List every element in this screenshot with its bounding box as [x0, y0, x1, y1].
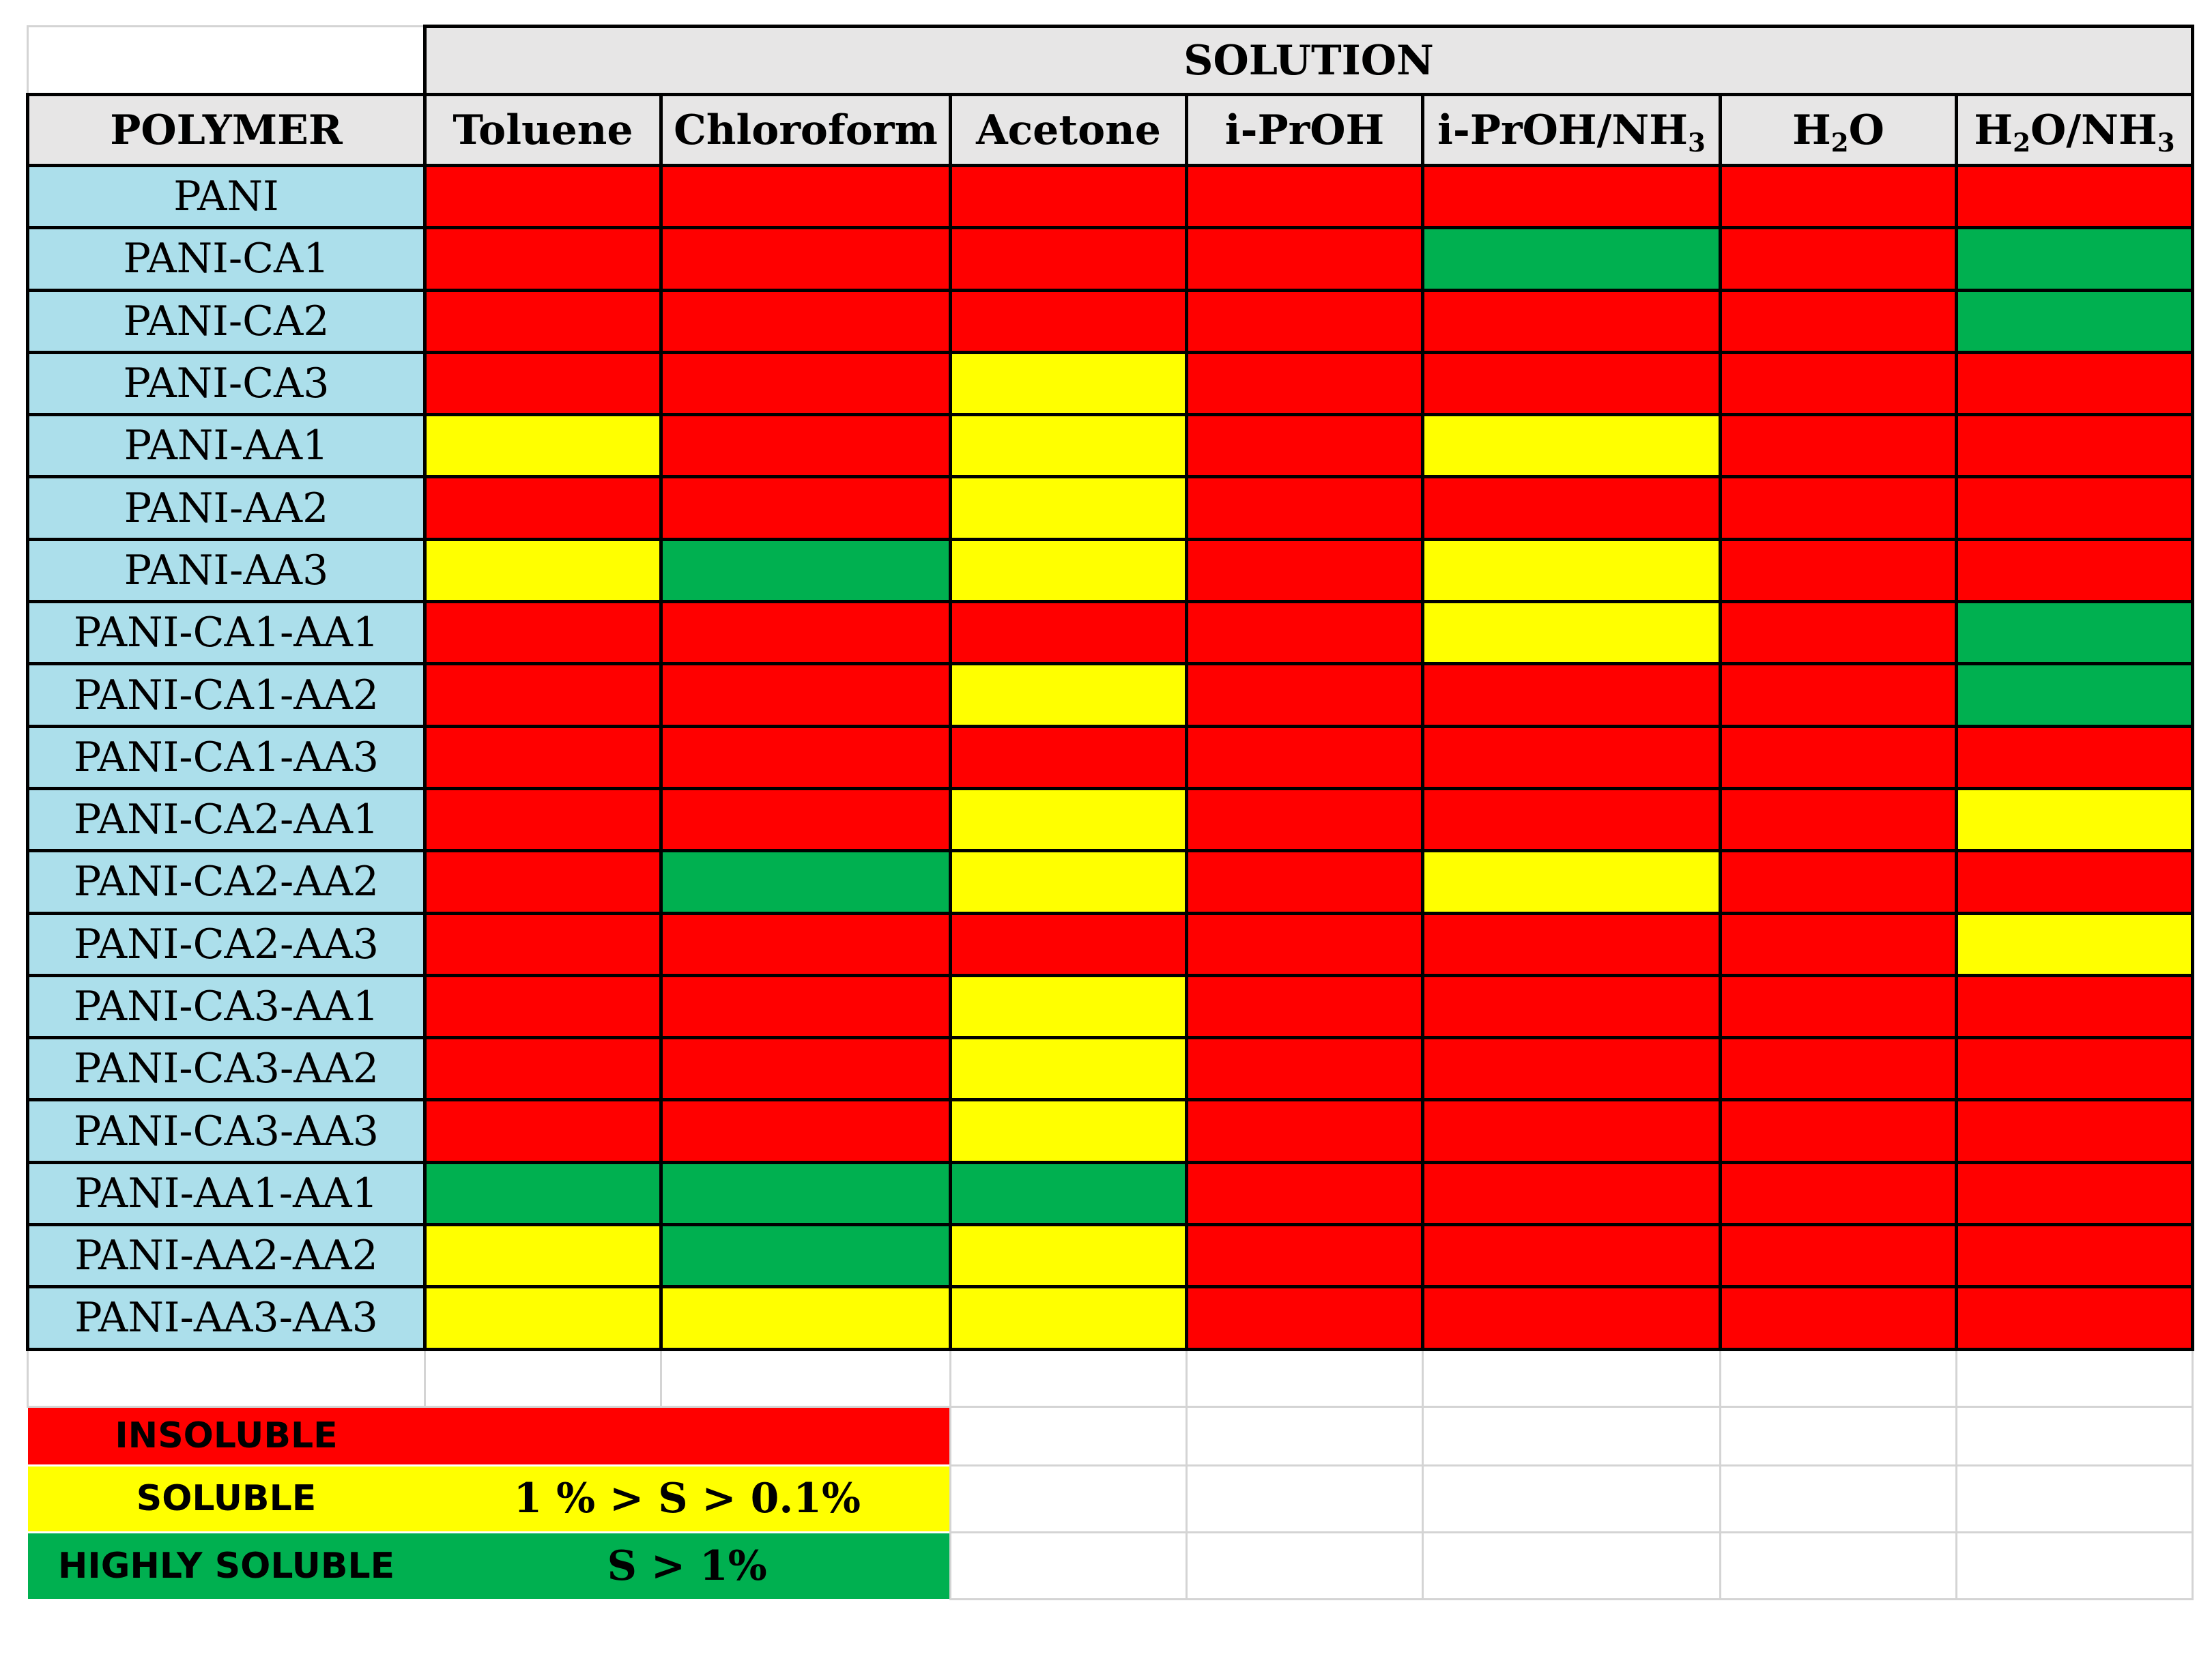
insoluble-cell	[1957, 539, 2193, 601]
empty-grid-cell	[1721, 1532, 1957, 1599]
insoluble-cell	[661, 1100, 951, 1162]
insoluble-cell	[1957, 1162, 2193, 1224]
empty-grid-cell	[425, 1349, 661, 1406]
empty-grid-cell	[1187, 1406, 1423, 1465]
table-row	[28, 228, 2193, 290]
insoluble-cell	[951, 228, 1187, 290]
highly-soluble-cell	[1957, 290, 2193, 352]
insoluble-cell	[1721, 539, 1957, 601]
empty-grid-cell	[1423, 1465, 1721, 1532]
polymer-name: PANI-CA2-AA2	[28, 851, 425, 913]
solvent-name: Chloroform	[674, 106, 938, 154]
empty-grid-cell	[951, 1406, 1187, 1465]
highly-soluble-cell	[425, 1162, 661, 1224]
table-row	[28, 352, 2193, 414]
insoluble-cell	[1721, 1225, 1957, 1287]
highly-soluble-cell	[1423, 228, 1721, 290]
empty-grid-cell	[1721, 1406, 1957, 1465]
solution-group-header: SOLUTION	[425, 27, 2193, 95]
insoluble-cell	[425, 726, 661, 788]
solvent-header	[1957, 95, 2193, 166]
empty-grid-cell	[28, 1349, 425, 1406]
table-row	[28, 539, 2193, 601]
insoluble-cell	[425, 1038, 661, 1100]
insoluble-cell	[1721, 1162, 1957, 1224]
insoluble-cell	[661, 664, 951, 726]
polymer-name: PANI-CA3-AA3	[28, 1100, 425, 1162]
empty-grid-cell	[1721, 1349, 1957, 1406]
soluble-cell	[951, 1225, 1187, 1287]
empty-grid-cell	[661, 1349, 951, 1406]
insoluble-cell	[425, 602, 661, 664]
solvent-name: Acetone	[976, 106, 1161, 154]
insoluble-cell	[425, 913, 661, 975]
polymer-name: PANI-CA3-AA2	[28, 1038, 425, 1100]
insoluble-cell	[1721, 228, 1957, 290]
table-row	[28, 913, 2193, 975]
empty-grid-cell	[1721, 1465, 1957, 1532]
soluble-cell	[951, 477, 1187, 539]
insoluble-cell	[1423, 975, 1721, 1037]
solvent-header	[1721, 95, 1957, 166]
polymer-name: PANI-CA1-AA1	[28, 602, 425, 664]
soluble-cell	[661, 1287, 951, 1349]
solvent-header	[1423, 95, 1721, 166]
polymer-name: PANI-CA1-AA3	[28, 726, 425, 788]
insoluble-cell	[1423, 352, 1721, 414]
polymer-name: PANI-AA1	[28, 415, 425, 477]
empty-grid-cell	[951, 1349, 1187, 1406]
highly-soluble-cell	[1957, 228, 2193, 290]
legend-soluble	[28, 1465, 2193, 1532]
empty-grid-cell	[1187, 1349, 1423, 1406]
table-row	[28, 166, 2193, 228]
polymer-column-header: POLYMER	[28, 95, 425, 166]
solvent-subscript: 3	[2157, 127, 2175, 158]
polymer-name: PANI-AA3-AA3	[28, 1287, 425, 1349]
table-row	[28, 477, 2193, 539]
insoluble-cell	[1721, 788, 1957, 850]
soluble-cell	[951, 539, 1187, 601]
soluble-cell	[951, 1038, 1187, 1100]
polymer-name: PANI-AA2	[28, 477, 425, 539]
insoluble-cell	[1187, 477, 1423, 539]
soluble-cell	[951, 415, 1187, 477]
insoluble-cell	[1721, 913, 1957, 975]
solvent-name-tail: O/NH	[2030, 106, 2157, 154]
legend-range: 1 % > S > 0.1%	[425, 1465, 951, 1532]
solvent-header	[661, 95, 951, 166]
empty-grid-cell	[1423, 1406, 1721, 1465]
solubility-table	[26, 25, 2194, 1600]
legend-label: HIGHLY SOLUBLE	[28, 1532, 425, 1599]
insoluble-cell	[1957, 1100, 2193, 1162]
highly-soluble-cell	[661, 1162, 951, 1224]
insoluble-cell	[1187, 1038, 1423, 1100]
insoluble-cell	[1423, 1162, 1721, 1224]
soluble-cell	[951, 352, 1187, 414]
insoluble-cell	[1187, 913, 1423, 975]
insoluble-cell	[1423, 166, 1721, 228]
solvent-header	[951, 95, 1187, 166]
insoluble-cell	[661, 975, 951, 1037]
highly-soluble-cell	[661, 851, 951, 913]
solvent-name: Toluene	[453, 106, 633, 154]
legend-label: SOLUBLE	[28, 1465, 425, 1532]
legend-label: INSOLUBLE	[28, 1406, 425, 1465]
soluble-cell	[1957, 913, 2193, 975]
legend-insoluble	[28, 1406, 2193, 1465]
table-row	[28, 726, 2193, 788]
insoluble-cell	[425, 352, 661, 414]
insoluble-cell	[1423, 913, 1721, 975]
insoluble-cell	[1187, 290, 1423, 352]
insoluble-cell	[1423, 788, 1721, 850]
solvent-name: i-PrOH/NH	[1437, 106, 1688, 154]
insoluble-cell	[1721, 1038, 1957, 1100]
soluble-cell	[951, 788, 1187, 850]
soluble-cell	[951, 1100, 1187, 1162]
insoluble-cell	[1423, 290, 1721, 352]
insoluble-cell	[661, 1038, 951, 1100]
polymer-name: PANI-AA3	[28, 539, 425, 601]
empty-grid-cell	[1423, 1349, 1721, 1406]
insoluble-cell	[1721, 726, 1957, 788]
insoluble-cell	[1423, 726, 1721, 788]
solvent-name: H	[1974, 106, 2013, 154]
polymer-name: PANI-CA2-AA1	[28, 788, 425, 850]
insoluble-cell	[1957, 851, 2193, 913]
insoluble-cell	[1721, 290, 1957, 352]
insoluble-cell	[1187, 352, 1423, 414]
insoluble-cell	[1721, 477, 1957, 539]
insoluble-cell	[1187, 851, 1423, 913]
soluble-cell	[1423, 539, 1721, 601]
insoluble-cell	[1187, 539, 1423, 601]
table-row	[28, 415, 2193, 477]
soluble-cell	[951, 975, 1187, 1037]
solvent-header	[1187, 95, 1423, 166]
highly-soluble-cell	[951, 1162, 1187, 1224]
highly-soluble-cell	[1957, 664, 2193, 726]
insoluble-cell	[661, 290, 951, 352]
soluble-cell	[1957, 788, 2193, 850]
insoluble-cell	[1187, 726, 1423, 788]
empty-grid-cell	[951, 1532, 1187, 1599]
insoluble-cell	[661, 726, 951, 788]
insoluble-cell	[1423, 1225, 1721, 1287]
soluble-cell	[425, 1287, 661, 1349]
corner-cell	[28, 27, 425, 95]
legend-range: S > 1%	[425, 1532, 951, 1599]
insoluble-cell	[661, 788, 951, 850]
insoluble-cell	[1957, 166, 2193, 228]
table-row	[28, 290, 2193, 352]
insoluble-cell	[425, 788, 661, 850]
insoluble-cell	[425, 975, 661, 1037]
table-row	[28, 602, 2193, 664]
insoluble-cell	[1721, 664, 1957, 726]
insoluble-cell	[1187, 1287, 1423, 1349]
insoluble-cell	[425, 290, 661, 352]
insoluble-cell	[1957, 477, 2193, 539]
polymer-name: PANI-CA3	[28, 352, 425, 414]
insoluble-cell	[1721, 1100, 1957, 1162]
solvent-name: i-PrOH	[1224, 106, 1385, 154]
insoluble-cell	[951, 290, 1187, 352]
polymer-name: PANI-CA1-AA2	[28, 664, 425, 726]
soluble-cell	[1423, 415, 1721, 477]
insoluble-cell	[1957, 1287, 2193, 1349]
empty-grid-cell	[951, 1465, 1187, 1532]
empty-grid-cell	[1957, 1406, 2193, 1465]
insoluble-cell	[1187, 1162, 1423, 1224]
highly-soluble-cell	[661, 1225, 951, 1287]
solvent-subscript: 2	[2013, 127, 2030, 158]
insoluble-cell	[425, 477, 661, 539]
insoluble-cell	[951, 602, 1187, 664]
table-row	[28, 851, 2193, 913]
insoluble-cell	[951, 913, 1187, 975]
insoluble-cell	[425, 851, 661, 913]
empty-grid-cell	[1957, 1349, 2193, 1406]
polymer-name: PANI-CA3-AA1	[28, 975, 425, 1037]
soluble-cell	[1423, 602, 1721, 664]
insoluble-cell	[661, 913, 951, 975]
solvent-name: H	[1792, 106, 1831, 154]
insoluble-cell	[661, 228, 951, 290]
polymer-name: PANI-AA2-AA2	[28, 1225, 425, 1287]
highly-soluble-cell	[1957, 602, 2193, 664]
table-row	[28, 1162, 2193, 1224]
insoluble-cell	[1423, 1038, 1721, 1100]
insoluble-cell	[1187, 975, 1423, 1037]
polymer-name: PANI-CA2-AA3	[28, 913, 425, 975]
insoluble-cell	[1721, 352, 1957, 414]
empty-grid-cell	[1957, 1532, 2193, 1599]
insoluble-cell	[661, 415, 951, 477]
insoluble-cell	[425, 228, 661, 290]
table-row	[28, 1225, 2193, 1287]
solvent-subscript: 3	[1687, 127, 1706, 158]
solvent-subscript: 2	[1830, 127, 1849, 158]
soluble-cell	[1423, 851, 1721, 913]
insoluble-cell	[1957, 1038, 2193, 1100]
insoluble-cell	[1187, 228, 1423, 290]
insoluble-cell	[425, 166, 661, 228]
polymer-name: PANI-AA1-AA1	[28, 1162, 425, 1224]
insoluble-cell	[1187, 602, 1423, 664]
solvent-name-tail: O	[1848, 106, 1884, 154]
insoluble-cell	[661, 602, 951, 664]
soluble-cell	[951, 1287, 1187, 1349]
highly-soluble-cell	[661, 539, 951, 601]
table-row	[28, 1038, 2193, 1100]
table-row	[28, 788, 2193, 850]
soluble-cell	[425, 415, 661, 477]
insoluble-cell	[1721, 851, 1957, 913]
insoluble-cell	[1423, 664, 1721, 726]
table-row	[28, 1100, 2193, 1162]
legend-highly-soluble	[28, 1532, 2193, 1599]
insoluble-cell	[425, 664, 661, 726]
table-row	[28, 1287, 2193, 1349]
insoluble-cell	[1423, 1287, 1721, 1349]
insoluble-cell	[661, 352, 951, 414]
insoluble-cell	[951, 166, 1187, 228]
insoluble-cell	[1721, 415, 1957, 477]
insoluble-cell	[1423, 1100, 1721, 1162]
polymer-name: PANI-CA1	[28, 228, 425, 290]
soluble-cell	[425, 539, 661, 601]
insoluble-cell	[1423, 477, 1721, 539]
insoluble-cell	[1187, 664, 1423, 726]
insoluble-cell	[1187, 1225, 1423, 1287]
polymer-name: PANI-CA2	[28, 290, 425, 352]
empty-grid-cell	[1187, 1532, 1423, 1599]
empty-grid-cell	[1187, 1465, 1423, 1532]
insoluble-cell	[1957, 726, 2193, 788]
insoluble-cell	[1187, 415, 1423, 477]
soluble-cell	[951, 664, 1187, 726]
insoluble-cell	[1957, 352, 2193, 414]
insoluble-cell	[1957, 415, 2193, 477]
insoluble-cell	[1957, 975, 2193, 1037]
insoluble-cell	[1721, 975, 1957, 1037]
insoluble-cell	[1187, 1100, 1423, 1162]
insoluble-cell	[951, 726, 1187, 788]
table-row	[28, 975, 2193, 1037]
table-row	[28, 664, 2193, 726]
insoluble-cell	[1957, 1225, 2193, 1287]
insoluble-cell	[1721, 602, 1957, 664]
solvent-header	[425, 95, 661, 166]
soluble-cell	[425, 1225, 661, 1287]
soluble-cell	[951, 851, 1187, 913]
insoluble-cell	[661, 477, 951, 539]
empty-grid-cell	[1957, 1465, 2193, 1532]
insoluble-cell	[1721, 1287, 1957, 1349]
empty-grid-cell	[1423, 1532, 1721, 1599]
insoluble-cell	[425, 1100, 661, 1162]
insoluble-cell	[1187, 788, 1423, 850]
insoluble-cell	[661, 166, 951, 228]
legend-range	[425, 1406, 951, 1465]
polymer-name: PANI	[28, 166, 425, 228]
insoluble-cell	[1187, 166, 1423, 228]
insoluble-cell	[1721, 166, 1957, 228]
